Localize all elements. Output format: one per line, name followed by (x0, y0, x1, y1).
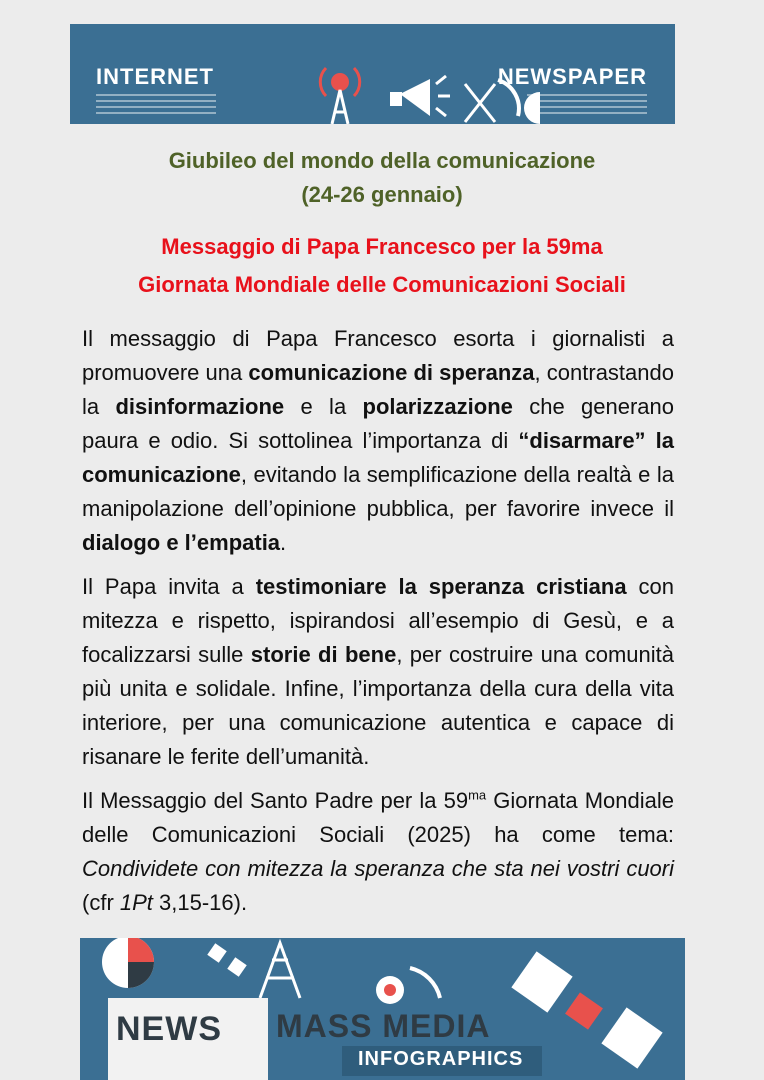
italic-theme: Condividete con mitezza la speranza che sta nei vostri cuori (82, 856, 674, 881)
bold-run: comunicazione di speranza (248, 360, 535, 385)
infographics-word: INFOGRAPHICS (358, 1048, 524, 1070)
superscript: ma (468, 787, 487, 803)
bold-run: dialogo e l’empatia (82, 530, 281, 555)
article-body (82, 322, 674, 930)
event-title: Giubileo del mondo della comunicazione (168, 148, 596, 173)
text-run: , evitando la semplificazione della realtà e la manipolazione dell’opinione pubblica, per favorire invece il (82, 462, 674, 521)
message-title-line-1: Messaggio di Papa Francesco per la 59ma (161, 234, 603, 259)
radio-tower-icon (320, 68, 359, 124)
bold-run: disinformazione (115, 394, 285, 419)
text-run: Giornata Mondiale delle Comunicazioni Sociali (2025) ha come tema: (82, 788, 675, 847)
banner-filler-lines-right (527, 94, 647, 118)
news-word: NEWS (116, 1010, 222, 1048)
banner-word-internet: INTERNET (96, 64, 214, 89)
bold-run: polarizzazione (362, 394, 513, 419)
text-run: (cfr (82, 890, 120, 915)
text-run: . (280, 530, 287, 555)
text-run: Il Papa invita a (82, 574, 256, 599)
top-banner-image (70, 24, 675, 124)
message-heading (0, 228, 764, 304)
bottom-banner-image (80, 938, 685, 1080)
text-run: Il messaggio di Papa Francesco esorta i giornalisti a promuovere una (82, 326, 674, 385)
radio-tower-icon (260, 943, 300, 998)
satellite-icon (207, 943, 246, 976)
text-run: , contrastando la (82, 360, 674, 419)
event-dates: (24-26 gennaio) (301, 182, 463, 207)
paragraph-1 (82, 322, 674, 560)
satellite-dish-icon (376, 968, 440, 1004)
mass-media-word: MASS MEDIA (276, 1008, 491, 1044)
event-heading (0, 144, 764, 212)
megaphone-icon (390, 76, 450, 116)
message-title-line-2: Giornata Mondiale delle Comunicazioni Sociali (138, 272, 626, 297)
pie-chart-icon (102, 938, 154, 988)
text-run: Il Messaggio del Santo Padre per la 59 (82, 788, 469, 813)
text-run: 3,15-16). (152, 890, 248, 915)
banner-word-newspaper: NEWSPAPER (497, 64, 647, 89)
text-run: , per costruire una comunità più unita e solidale. Infine, l’importanza della cura della vita interiore, per una comunicazione autentica e capace di risanare le ferite dell’umanità. (82, 642, 674, 769)
bold-run: “disarmare” la comunicazione (82, 428, 674, 487)
text-run: e la (284, 394, 363, 419)
banner-filler-lines-left (96, 94, 216, 118)
paragraph-3 (82, 784, 674, 920)
bold-run: storie di bene (250, 642, 397, 667)
media-icons-illustration (240, 24, 540, 124)
italic-citation: 1Pt (119, 890, 153, 915)
paragraph-2 (82, 570, 674, 774)
text-run: che generano paura e odio. Si sottolinea l’importanza di (82, 394, 674, 453)
bold-run: testimoniare la speranza cristiana (255, 574, 627, 599)
text-run: con mitezza e rispetto, ispirandosi all’esempio di Gesù, e a focalizzarsi sulle (82, 574, 675, 667)
